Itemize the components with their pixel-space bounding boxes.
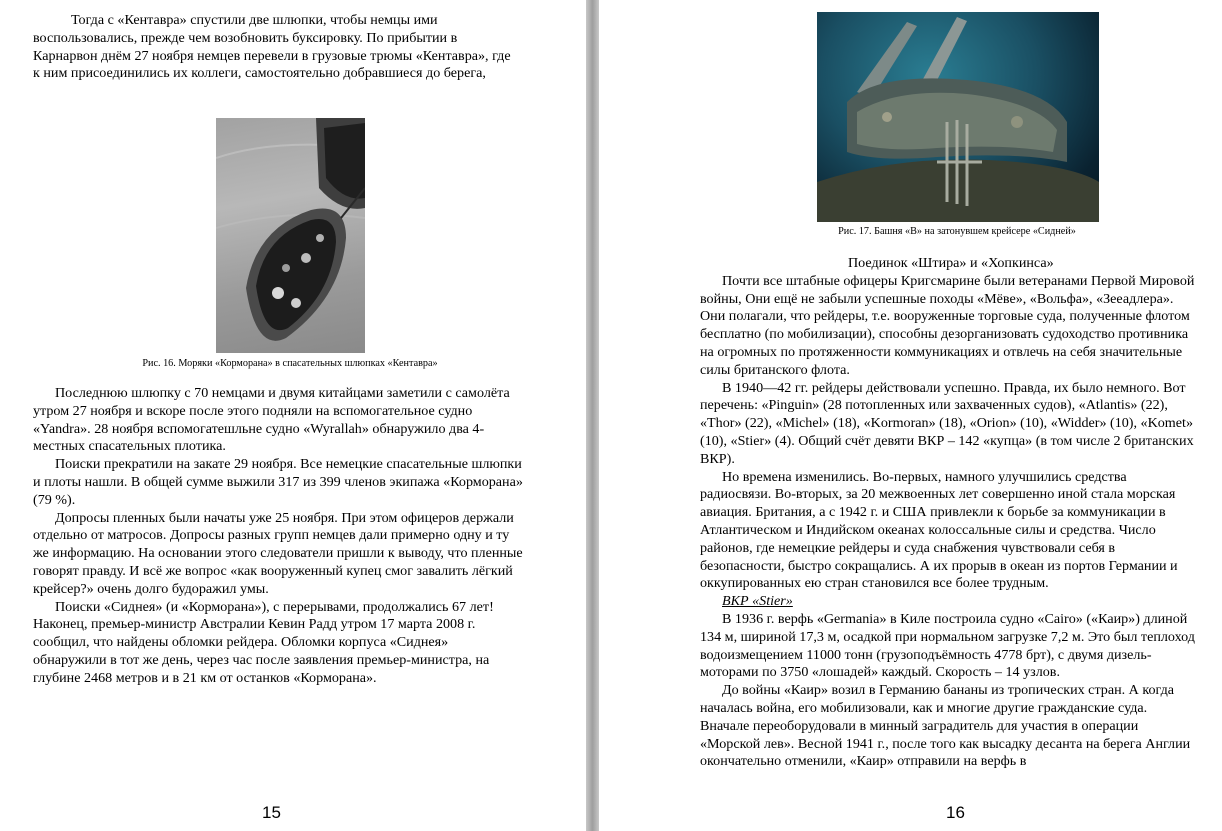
page-gutter [586,0,599,831]
right-body-text [700,255,1200,771]
paragraph: Но времена изменились. Во-первых, намного улучшились средства радиосвязи. Во-вторых, за 20 межвоенных лет совершенно иной стала морская авиация. Британия, а с 1942 г. и США привлекли к борьбе за коммуникации в Атлантическом и Индийском океанах колоссальные силы и средства. Число районов, где немецкие рейдеры и суда снабжения чувствовали себя в безопасности, быстро сокращались. А их прорыв в океан из портов Германии и оккупированных ею стран становился все более трудным. [700,468,1178,592]
paragraph: В 1940—42 гг. рейдеры действовали успешно. Правда, их было немного. Вот перечень: «Pinguin» (28 потопленных или захваченных судов), «Atlantis» (22), «Thor» (22), «Michel» (18), «Kormoran» (18), «Orion» (10), «Widder» (10), «Komet» (10), «Stier» (4). Общий счёт девяти ВКР – 142 «купца» (в том числе 2 британских ВКР). [700,379,1194,467]
paragraph: Поиски «Сиднея» (и «Корморана»), с перерывами, продолжались 67 лет! Наконец, премьер-министр Австралии Кевин Радд утром 17 марта 2008 г. сообщил, что найдены обломки рейдера. Обломки корпуса «Сиднея» обнаружили в тот же день, через час после заявления премьер-министра, на глубине 2468 метров и в 21 км от останков «Корморана». [33,598,494,686]
intro-paragraph: Тогда с «Кентавра» спустили две шлюпки, чтобы немцы ими воспользовались, прежде чем возобновить буксировку. По прибытии в Карнарвон днём 27 ноября немцев перевели в грузовые трюмы «Кентавра», где к ним присоединились их коллеги, самостоятельно добравшиеся до берега, [33,12,511,82]
subheading-vkr-stier: ВКР «Stier» [722,593,793,610]
paragraph: Почти все штабные офицеры Кригсмарине были ветеранами Первой Мировой войны, Они ещё не забыли успешные походы «Мёве», «Вольфа», «Зееадлера». Они полагали, что рейдеры, т.е. вооруженные торговые суда, полученные флотом бесплатно (по мобилизации), способны дезорганизовать судоходство противника на огромных по протяженности коммуникациях и отвлечь на себя значительные силы британского флота. [700,272,1195,378]
figure-16-caption: Рис. 16. Моряки «Корморана» в спасательных шлюпках «Кентавра» [142,358,438,369]
lifeboat-photo [216,118,365,353]
paragraph: Допросы пленных были начаты уже 25 ноября. При этом офицеров держали отдельно от матросов. Допросы разных групп немцев дали примерно одну и ту же информацию. На основании этого следователи пришли к выводу, что пленные говорят правду. И всё же вопрос «как вооруженный купец смог завалить лёгкий крейсер?» очень долго будоражил умы. [33,509,523,597]
paragraph: Последнюю шлюпку с 70 немцами и двумя китайцами заметили с самолёта утром 27 ноября и вскоре после этого подняли на вспомогательное судно «Yandra». 28 ноября вспомогатешльне судно «Wyrallah» обнаружило два 4-местных спасательных плотика. [33,385,510,455]
right-page [599,0,1222,831]
paragraph: В 1936 г. верфь «Germania» в Киле построила судно «Cairo» («Каир») длиной 134 м, шириной 17,3 м, осадкой при нормальном загрузке 7,2 м. Это был теплоход водоизмещением 11000 тонн (грузоподъёмность 4778 брт), с двумя дизель-моторами по 3750 «лошадей» каждый. Скорость – 14 узлов. [700,610,1195,681]
left-page [0,0,586,831]
figure-17-caption: Рис. 17. Башня «В» на затонувшем крейсере «Сидней» [838,226,1076,237]
left-body-text [33,385,525,688]
section-heading: Поединок «Штира» и «Хопкинса» [848,255,1054,271]
paragraph: До войны «Каир» возил в Германию бананы из тропических стран. А когда началась война, его мобилизовали, как и многие другие гражданские суда. Вначале переоборудовали в минный заградитель для участия в операции «Морской лев». Весной 1941 г., после того как высадку десанта на берега Англии окончательно отменили, «Каир» отправили на верфь в [700,682,1191,770]
turret-wreck-photo [817,12,1099,222]
page-number: 16 [946,803,965,822]
paragraph: Поиски прекратили на закате 29 ноября. Все немецкие спасательные шлюпки и плоты нашли. В общей сумме выжили 317 из 399 членов экипажа «Корморана» (79 %). [33,456,523,508]
page-number: 15 [262,803,281,822]
